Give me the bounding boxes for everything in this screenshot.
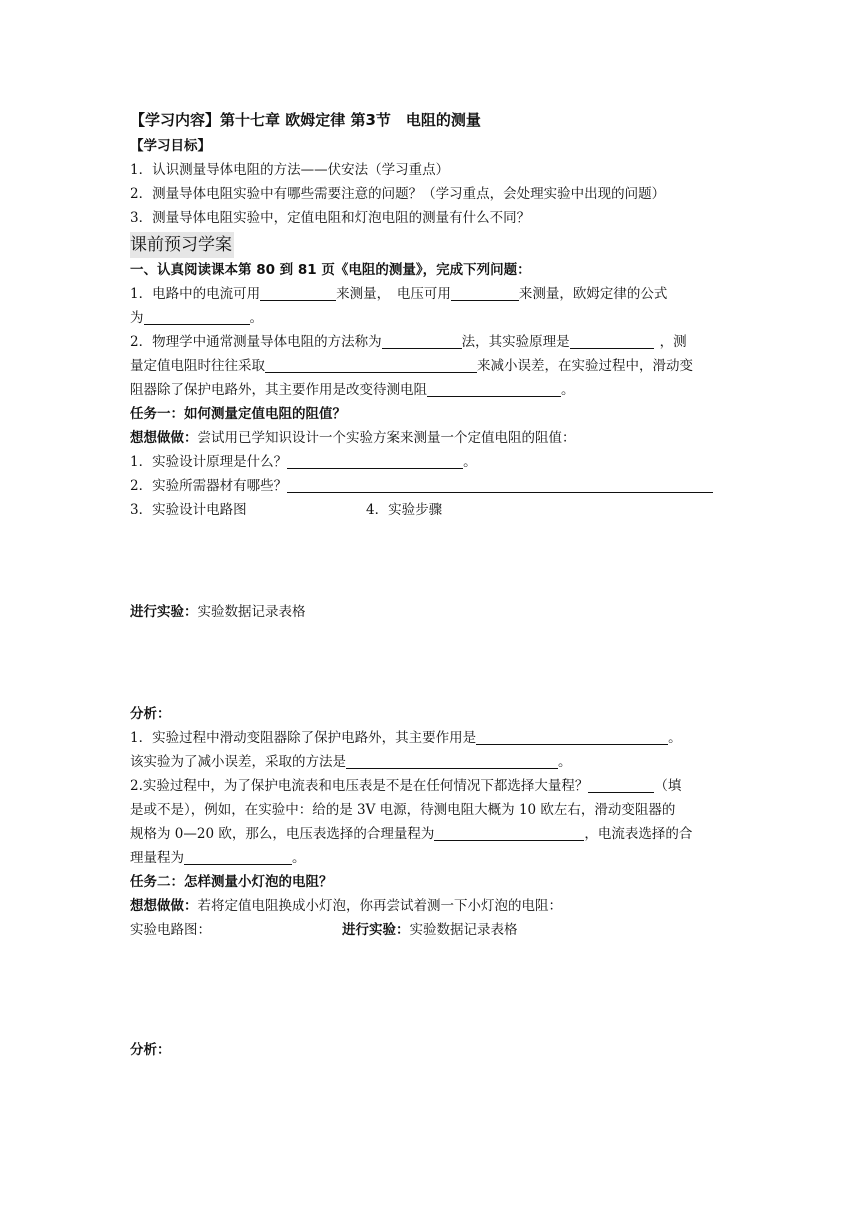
section-label: 课前预习学案 <box>130 232 234 258</box>
exp-text: 实验数据记录表格 <box>409 922 518 938</box>
q2-text: 2．物理学中通常测量导体电阻的方法称为 <box>130 334 382 350</box>
task1-item-3-4 <box>130 498 730 522</box>
q2-text: 法，其实验原理是 <box>461 334 570 350</box>
analysis-text: 2.实验过程中，为了保护电流表和电压表是不是在任何情况下都选择大量程？ <box>130 778 589 794</box>
answer-blank[interactable] <box>184 849 292 865</box>
analysis-text: （填 <box>654 778 682 794</box>
item-text: 。 <box>463 454 477 470</box>
task1-experiment <box>130 600 730 624</box>
task2-think <box>130 894 730 918</box>
question-2 <box>130 330 730 354</box>
think-label: 想想做做： <box>130 898 198 914</box>
circuit-label: 实验电路图： <box>130 922 211 938</box>
item-text: 2．实验所需器材有哪些？ <box>130 478 288 494</box>
task2-heading: 任务二：怎样测量小灯泡的电阻？ <box>130 874 333 890</box>
analysis-text: 。 <box>668 730 682 746</box>
answer-blank[interactable] <box>144 309 250 325</box>
analysis-1-cont <box>130 750 730 774</box>
q2-text: 。 <box>561 382 575 398</box>
question-1 <box>130 282 730 306</box>
q2-text: 量定值电阻时往往采取 <box>130 358 265 374</box>
blank-space <box>130 522 730 600</box>
question-2-cont <box>130 354 730 378</box>
item-text: 4．实验步骤 <box>366 502 443 518</box>
q2-text: 阻器除了保护电路外，其主要作用是改变待测电阻 <box>130 382 427 398</box>
question-1-cont <box>130 306 730 330</box>
analysis-text: 理量程为 <box>130 850 184 866</box>
task2-analysis-label: 分析： <box>130 1042 171 1058</box>
answer-blank[interactable] <box>476 729 668 745</box>
answer-blank[interactable] <box>287 477 713 493</box>
answer-blank[interactable] <box>427 381 561 397</box>
exp-text: 实验数据记录表格 <box>197 604 306 620</box>
task1-item-2 <box>130 474 730 498</box>
task1-heading: 任务一：如何测量定值电阻的阻值？ <box>130 406 346 422</box>
answer-blank[interactable] <box>260 285 336 301</box>
analysis-text: 1．实验过程中滑动变阻器除了保护电路外，其主要作用是 <box>130 730 477 746</box>
worksheet-page <box>130 108 730 1062</box>
analysis-text: 。 <box>292 850 306 866</box>
task1-think <box>130 426 730 450</box>
answer-blank[interactable] <box>287 453 463 469</box>
question-heading: 一、认真阅读课本第 80 到 81 页《电阻的测量》，完成下列问题： <box>130 262 531 278</box>
answer-blank[interactable] <box>382 333 462 349</box>
q1-text: 为 <box>130 310 144 326</box>
analysis-2-cont: 是或不是），例如，在实验中：给的是 3V 电源，待测电阻大概为 10 欧左右，滑动变阻器的 <box>130 802 676 818</box>
analysis-text: 该实验为了减小误差，采取的方法是 <box>130 754 346 770</box>
analysis-text: 。 <box>558 754 572 770</box>
analysis-label: 分析： <box>130 706 171 722</box>
blank-space <box>130 942 730 1038</box>
goals-heading: 【学习目标】 <box>130 138 211 154</box>
answer-blank[interactable] <box>265 357 477 373</box>
analysis-2-cont <box>130 822 730 846</box>
q1-text: 来测量，欧姆定律的公式 <box>518 286 668 302</box>
analysis-2-cont <box>130 846 730 870</box>
q2-text: 来减小误差，在实验过程中，滑动变 <box>477 358 693 374</box>
q1-text: 来测量， 电压可用 <box>336 286 451 302</box>
title-bracket: 【学习内容】 <box>130 111 221 129</box>
task2-row <box>130 918 730 942</box>
analysis-1 <box>130 726 730 750</box>
title-text: 第十七章 欧姆定律 第3节 电阻的测量 <box>220 111 481 129</box>
analysis-text: 规格为 0—20 欧，那么，电压表选择的合理量程为 <box>130 826 435 842</box>
item-text: 1．实验设计原理是什么？ <box>130 454 288 470</box>
q2-text: ，测 <box>659 334 687 350</box>
answer-blank[interactable] <box>434 825 584 841</box>
goal-item: 1．认识测量导体电阻的方法——伏安法（学习重点） <box>130 162 450 178</box>
goal-item: 3．测量导体电阻实验中，定值电阻和灯泡电阻的测量有什么不同？ <box>130 210 531 226</box>
answer-blank[interactable] <box>570 333 654 349</box>
analysis-2 <box>130 774 730 798</box>
answer-blank[interactable] <box>451 285 519 301</box>
q1-text: 1．电路中的电流可用 <box>130 286 261 302</box>
answer-blank[interactable] <box>588 777 654 793</box>
blank-space <box>130 624 730 702</box>
q1-text: 。 <box>249 310 263 326</box>
analysis-text: ，电流表选择的合 <box>584 826 693 842</box>
exp-label: 进行实验： <box>130 604 198 620</box>
think-label: 想想做做： <box>130 430 198 446</box>
goal-item: 2．测量导体电阻实验中有哪些需要注意的问题？（学习重点，会处理实验中出现的问题） <box>130 186 666 202</box>
question-2-cont <box>130 378 730 402</box>
think-text: 若将定值电阻换成小灯泡，你再尝试着测一下小灯泡的电阻： <box>197 898 562 914</box>
answer-blank[interactable] <box>346 753 558 769</box>
page-title <box>130 108 730 132</box>
exp-label: 进行实验： <box>342 922 410 938</box>
think-text: 尝试用已学知识设计一个实验方案来测量一个定值电阻的阻值： <box>197 430 576 446</box>
task1-item-1 <box>130 450 730 474</box>
item-text: 3．实验设计电路图 <box>130 502 247 518</box>
